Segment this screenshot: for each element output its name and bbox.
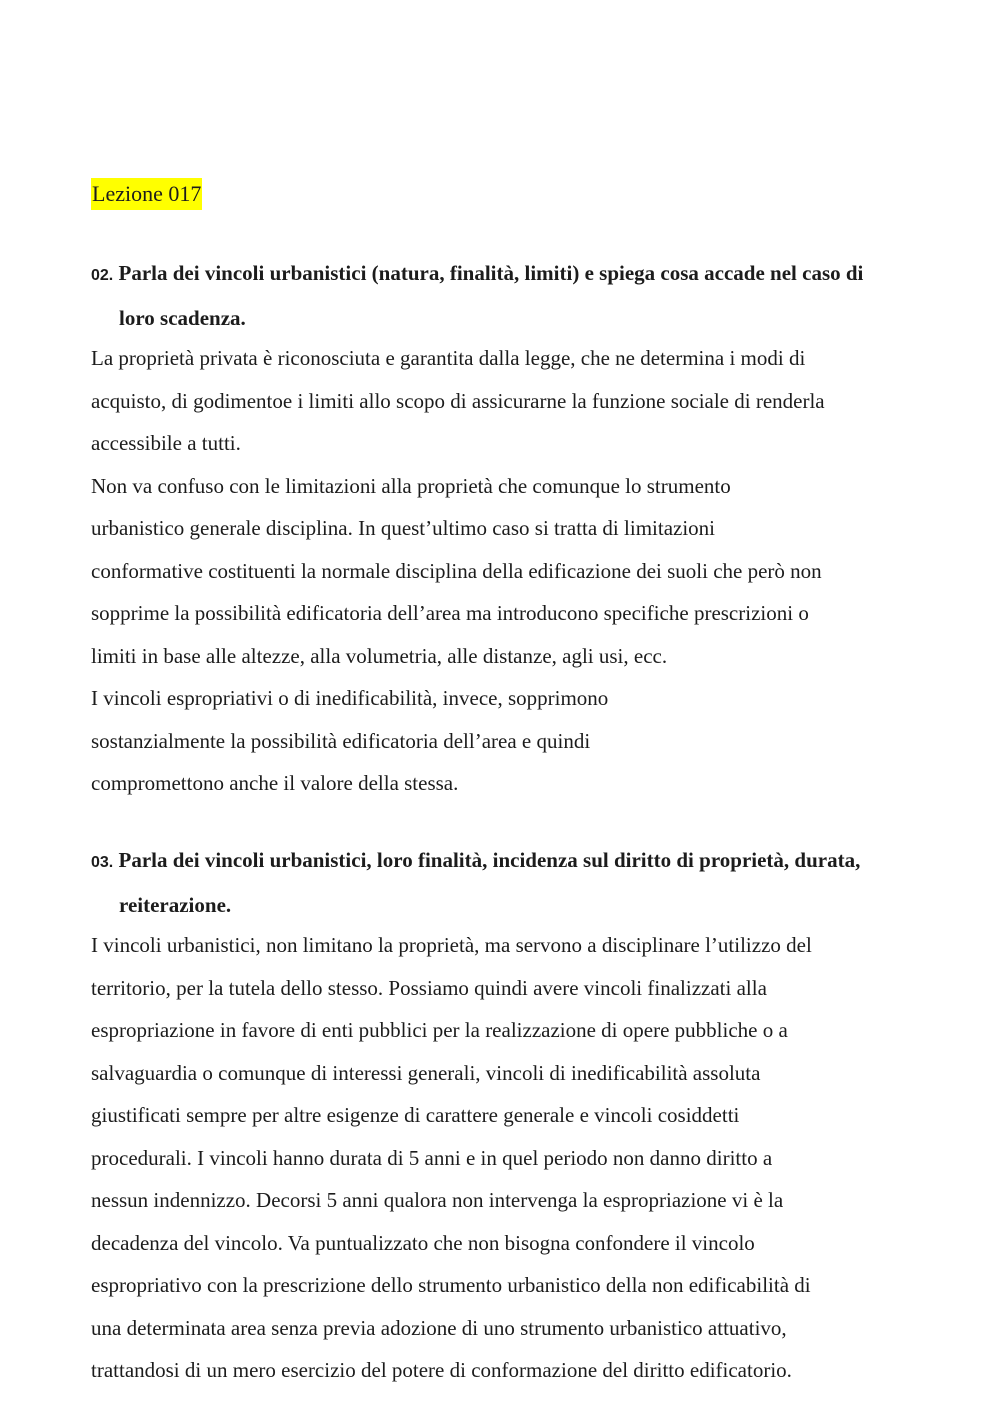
answer-line: trattandosi di un mero esercizio del potere di conformazione del diritto edificatorio. [91,1358,792,1382]
answer-line: I vincoli espropriativi o di inedificabilità, invece, sopprimono [91,686,609,710]
answer-line: compromettono anche il valore della stessa. [91,771,459,795]
answer-line: procedurali. I vincoli hanno durata di 5 anni e in quel periodo non danno diritto a [91,1145,773,1170]
question-03-answer [91,924,921,1392]
answer-line: conformative costituenti la normale disciplina della edificazione dei suoli che però non [91,558,822,583]
answer-line: espropriazione in favore di enti pubblici per la realizzazione di opere pubbliche o a [91,1018,788,1042]
question-03-number: 03. [91,854,114,871]
answer-line: nessun indennizzo. Decorsi 5 anni qualora non intervenga la espropriazione vi è la [91,1188,784,1212]
question-03-title-line [91,839,921,884]
answer-line: La proprietà privata è riconosciuta e garantita dalla legge, che ne determina i modi di [91,346,806,370]
question-02-number: 02. [91,267,114,284]
lesson-title: Lezione 017 [91,178,202,210]
question-02-title-text: Parla dei vincoli urbanistici (natura, finalità, limiti) e spiega cosa accade nel caso di [118,261,864,285]
answer-line: espropriativo con la prescrizione dello strumento urbanistico della non edificabilità di [91,1273,811,1297]
answer-line: salvaguardia o comunque di interessi generali, vincoli di inedificabilità assoluta [91,1060,761,1085]
question-02-heading [91,252,921,339]
question-03-heading [91,839,921,926]
question-03-title-line: reiterazione. [119,893,232,917]
answer-line: decadenza del vincolo. Va puntualizzato che non bisogna confondere il vincolo [91,1230,755,1255]
answer-line: acquisto, di godimentoe i limiti allo scopo di assicurarne la funzione sociale di renderla [91,388,825,413]
answer-line: giustificati sempre per altre esigenze di carattere generale e vincoli cosiddetti [91,1103,740,1127]
question-02-answer [91,337,921,805]
answer-line: sopprime la possibilità edificatoria dell’area ma introducono specifiche prescrizioni o [91,601,809,625]
answer-line: urbanistico generale disciplina. In quest’ultimo caso si tratta di limitazioni [91,516,716,540]
question-02-title-line [91,252,921,297]
answer-line: una determinata area senza previa adozione di uno strumento urbanistico attuativo, [91,1315,787,1340]
question-03-title-text: Parla dei vincoli urbanistici, loro finalità, incidenza sul diritto di proprietà, durata, [118,848,861,872]
answer-line: Non va confuso con le limitazioni alla proprietà che comunque lo strumento [91,473,731,498]
question-02-title-line: loro scadenza. [119,306,246,330]
answer-line: territorio, per la tutela dello stesso. Possiamo quindi avere vincoli finalizzati alla [91,975,767,1000]
answer-line: limiti in base alle altezze, alla volumetria, alle distanze, agli usi, ecc. [91,643,668,668]
answer-line: sostanzialmente la possibilità edificatoria dell’area e quindi [91,728,591,753]
answer-line: I vincoli urbanistici, non limitano la proprietà, ma servono a disciplinare l’utilizzo del [91,933,812,957]
answer-line: accessibile a tutti. [91,431,241,455]
